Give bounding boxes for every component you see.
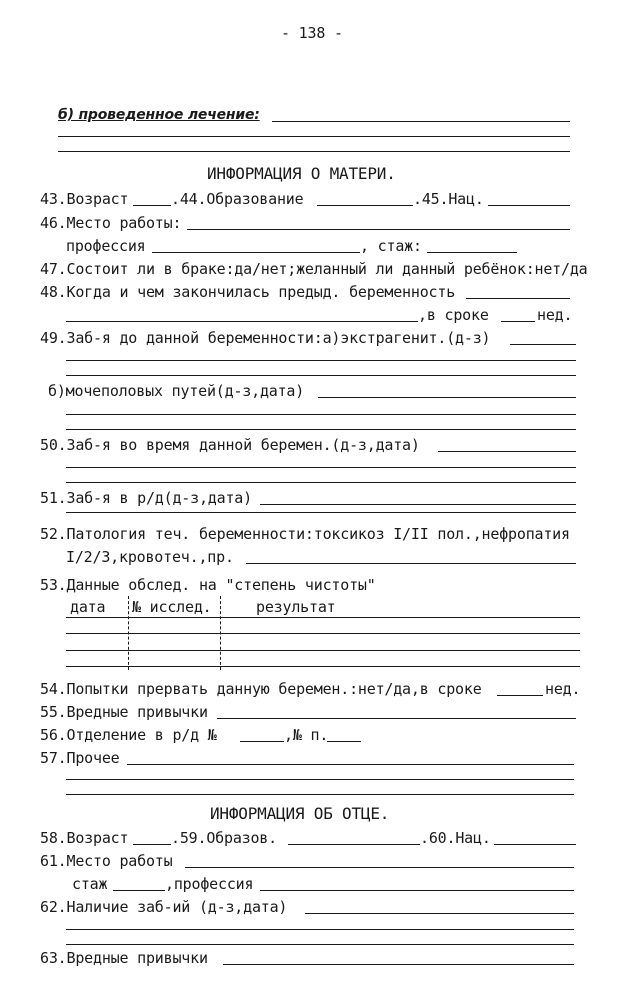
table-header-result: результат (256, 598, 336, 616)
table-row-line[interactable] (66, 650, 580, 651)
q48-prev-pregnancy-label: 48.Когда и чем закончилась предыд. беременность (40, 283, 456, 301)
q54-weeks-label: нед. (545, 680, 581, 698)
q56-bed-field[interactable] (327, 741, 361, 742)
q62-line-3[interactable] (66, 944, 574, 945)
q45-nationality-label: .45.Нац. (413, 190, 484, 208)
father-experience-field[interactable] (113, 890, 165, 891)
mother-section-title: ИНФОРМАЦИЯ О МАТЕРИ. (207, 164, 396, 183)
q49b-line-2[interactable] (66, 414, 576, 415)
q51-labor-label: 51.Заб-я в р/д(д-з,дата) (40, 489, 252, 507)
q56-department-field[interactable] (240, 741, 284, 742)
father-experience-label: стаж (72, 875, 108, 893)
q54-attempts-label: 54.Попытки прервать данную беремен.:нет/да,в сроке (40, 680, 482, 698)
q63-habits-label: 63.Вредные привычки (40, 949, 208, 967)
q55-habits-field[interactable] (217, 718, 576, 719)
q57-line-2[interactable] (66, 779, 574, 780)
treatment-line-3[interactable] (58, 151, 570, 152)
q49b-line-3[interactable] (66, 429, 576, 430)
table-row-line[interactable] (66, 666, 580, 667)
experience-field[interactable] (427, 252, 517, 253)
term-weeks-label: ,в сроке (418, 306, 489, 324)
q62-diseases-label: 62.Наличие заб-ий (д-з,дата) (40, 898, 288, 916)
q62-line-2[interactable] (66, 929, 574, 930)
q49b-field[interactable] (318, 397, 576, 398)
q50-field[interactable] (438, 451, 576, 452)
q52-other-field[interactable] (246, 563, 576, 564)
profession-field[interactable] (152, 252, 360, 253)
q52-pathology-label: 52.Патология теч. беременности:токсикоз I/II пол.,нефропатия (40, 525, 570, 543)
q44-education-label: .44.Образование (171, 190, 304, 208)
treatment-line-2[interactable] (58, 136, 570, 137)
term-weeks-field[interactable] (501, 321, 535, 322)
q56-bed-label: ,№ п. (284, 726, 329, 744)
q43-age-field[interactable] (133, 205, 171, 206)
q57-line-3[interactable] (66, 794, 574, 795)
q62-diseases-field[interactable] (305, 913, 574, 914)
q49-diseases-label: 49.Заб-я до данной беременности:а)экстрагенит.(д-з) (40, 329, 491, 347)
q58-age-label: 58.Возраст (40, 829, 129, 847)
q49-line-3[interactable] (66, 375, 576, 376)
q51-field[interactable] (260, 504, 576, 505)
q53-purity-label: 53.Данные обслед. на "степень чистоты" (40, 576, 376, 594)
q45-nationality-field[interactable] (488, 205, 570, 206)
q50-line-2[interactable] (66, 467, 576, 468)
q49-diseases-field[interactable] (510, 344, 576, 345)
q59-education-label: .59.Образов. (171, 829, 277, 847)
q44-education-field[interactable] (317, 205, 413, 206)
q48-outcome-field[interactable] (466, 298, 570, 299)
profession-label: профессия (66, 237, 146, 255)
q49b-urogenital-label: б)мочеполовых путей(д-з,дата) (48, 382, 305, 400)
father-profession-field[interactable] (260, 890, 574, 891)
q63-habits-field[interactable] (223, 964, 574, 965)
treatment-line-1[interactable] (272, 121, 570, 122)
q60-nationality-field[interactable] (494, 844, 576, 845)
q57-other-label: 57.Прочее (40, 749, 120, 767)
q47-marriage-label: 47.Состоит ли в браке:да/нет;желанный ли данный ребёнок:нет/да (40, 260, 588, 278)
q61-workplace-label: 61.Место работы (40, 852, 173, 870)
q51-line-2[interactable] (66, 512, 576, 513)
page-number: - 138 - (281, 24, 343, 42)
q58-age-field[interactable] (133, 844, 171, 845)
father-section-title: ИНФОРМАЦИЯ ОБ ОТЦЕ. (210, 804, 390, 823)
q48-outcome-field-2[interactable] (66, 321, 418, 322)
treatment-label: б) проведенное лечение: (58, 107, 260, 123)
q50-line-3[interactable] (66, 482, 576, 483)
q49-line-2[interactable] (66, 360, 576, 361)
table-row-line[interactable] (66, 617, 580, 618)
table-header-date: дата (70, 598, 106, 616)
q60-nationality-label: .60.Нац. (420, 829, 491, 847)
experience-label: , стаж: (360, 237, 422, 255)
weeks-label: нед. (537, 306, 573, 324)
q54-weeks-field[interactable] (497, 695, 543, 696)
q46-workplace-label: 46.Место работы: (40, 214, 182, 232)
q59-education-field[interactable] (288, 844, 420, 845)
q61-workplace-field[interactable] (185, 867, 574, 868)
q55-habits-label: 55.Вредные привычки (40, 703, 208, 721)
father-profession-label: ,профессия (165, 875, 254, 893)
q57-other-field[interactable] (127, 764, 574, 765)
table-header-exam-number: № исслед. (132, 598, 212, 616)
q46-workplace-field[interactable] (187, 229, 570, 230)
table-row-line[interactable] (66, 633, 580, 634)
q50-during-label: 50.Заб-я во время данной беремен.(д-з,дата) (40, 436, 420, 454)
q56-department-label: 56.Отделение в р/д № (40, 726, 217, 744)
q43-age-label: 43.Возраст (40, 190, 129, 208)
q52-cont-label: I/2/3,кровотеч.,пр. (66, 548, 234, 566)
